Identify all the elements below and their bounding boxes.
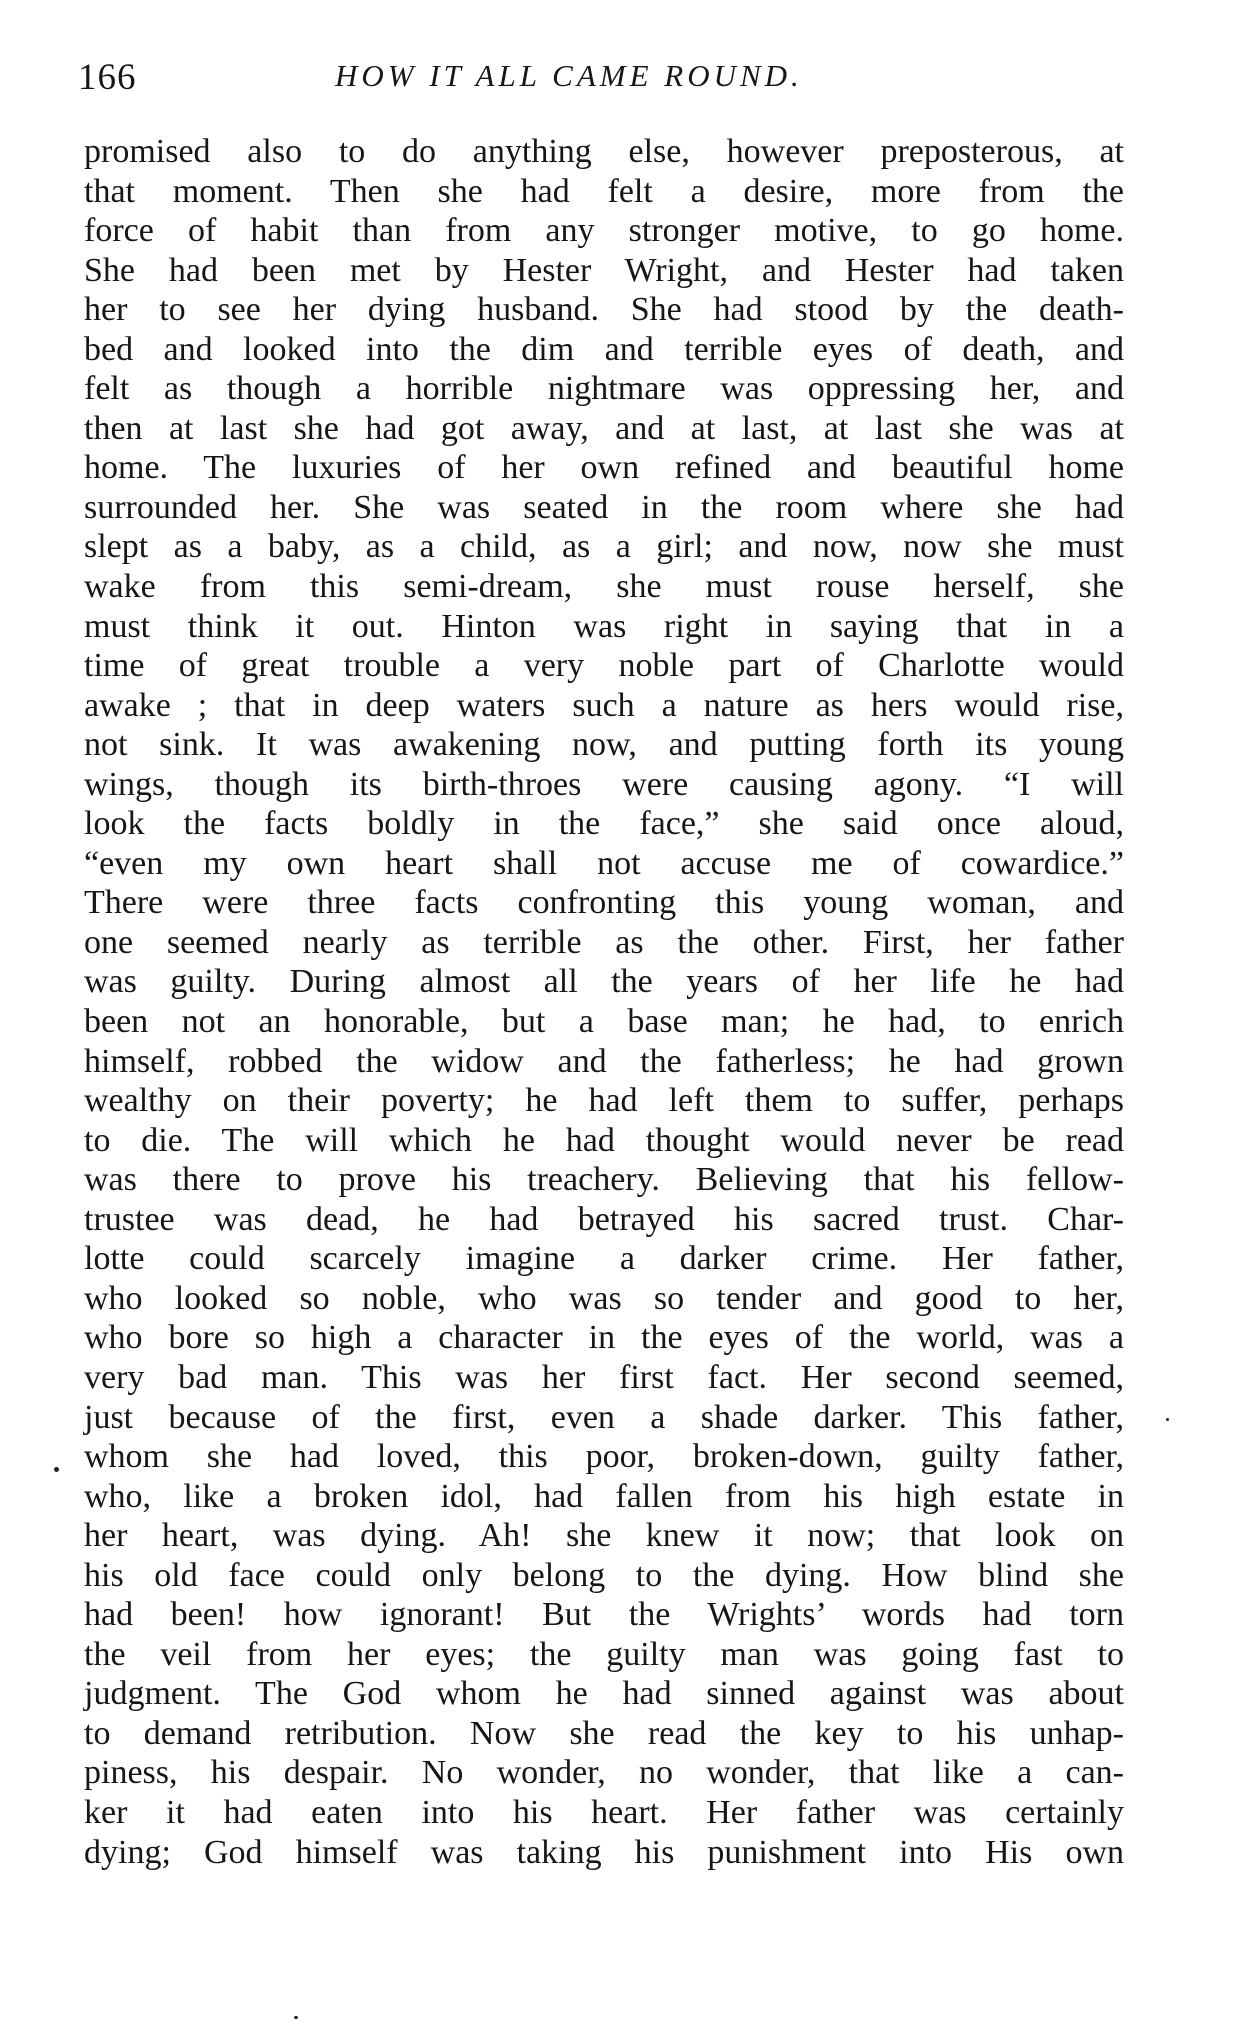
text-line: her heart, was dying. Ah! she knew it now; that look on xyxy=(84,1517,1124,1555)
text-line: himself, robbed the widow and the fatherless; he had grown xyxy=(84,1042,1124,1080)
text-line: that moment. Then she had felt a desire, more from the xyxy=(84,172,1124,210)
text-line: his old face could only belong to the dying. How blind she xyxy=(84,1556,1124,1594)
text-line: not sink. It was awakening now, and putting forth its young xyxy=(84,726,1124,764)
text-line: must think it out. Hinton was right in saying that in a xyxy=(84,607,1124,645)
text-line: very bad man. This was her first fact. Her second seemed, xyxy=(84,1358,1124,1396)
margin-speck xyxy=(54,1467,59,1472)
text-line: trustee was dead, he had betrayed his sacred trust. Char- xyxy=(84,1200,1124,1238)
text-line: been not an honorable, but a base man; he had, to enrich xyxy=(84,1003,1124,1041)
margin-speck xyxy=(294,2016,298,2019)
text-line: was guilty. During almost all the years of her life he had xyxy=(84,963,1124,1001)
text-line: to die. The will which he had thought would never be read xyxy=(84,1121,1124,1159)
margin-speck xyxy=(1166,1418,1169,1421)
text-line: who looked so noble, who was so tender and good to her, xyxy=(84,1279,1124,1317)
text-line: bed and looked into the dim and terrible eyes of death, and xyxy=(84,330,1124,368)
text-line: to demand retribution. Now she read the key to his unhap- xyxy=(84,1714,1124,1752)
text-line: who bore so high a character in the eyes of the world, was a xyxy=(84,1319,1124,1357)
text-line: force of habit than from any stronger motive, to go home. xyxy=(84,212,1124,250)
text-line: one seemed nearly as terrible as the other. First, her father xyxy=(84,923,1124,961)
text-line: surrounded her. She was seated in the room where she had xyxy=(84,488,1124,526)
text-line: her to see her dying husband. She had stood by the death- xyxy=(84,291,1124,329)
text-line: awake ; that in deep waters such a nature as hers would rise, xyxy=(84,686,1124,724)
text-line: time of great trouble a very noble part of Charlotte would xyxy=(84,647,1124,685)
text-line: judgment. The God whom he had sinned against was about xyxy=(84,1675,1124,1713)
text-line: wake from this semi-dream, she must rouse herself, she xyxy=(84,568,1124,606)
text-line: then at last she had got away, and at last, at last she was at xyxy=(84,409,1124,447)
text-line: ker it had eaten into his heart. Her father was certainly xyxy=(84,1793,1124,1831)
text-line: “even my own heart shall not accuse me of cowardice.” xyxy=(84,844,1124,882)
text-line: wings, though its birth-throes were causing agony. “I will xyxy=(84,765,1124,803)
text-line: whom she had loved, this poor, broken-down, guilty father, xyxy=(84,1438,1124,1476)
text-line: just because of the first, even a shade darker. This father, xyxy=(84,1398,1124,1436)
text-line: dying; God himself was taking his punishment into His own xyxy=(84,1833,1124,1871)
text-line: wealthy on their poverty; he had left them to suffer, perhaps xyxy=(84,1082,1124,1120)
text-line: the veil from her eyes; the guilty man was going fast to xyxy=(84,1635,1124,1673)
text-line: There were three facts confronting this young woman, and xyxy=(84,884,1124,922)
text-line: slept as a baby, as a child, as a girl; and now, now she must xyxy=(84,528,1124,566)
text-line: had been! how ignorant! But the Wrights’ words had torn xyxy=(84,1596,1124,1634)
text-line: who, like a broken idol, had fallen from his high estate in xyxy=(84,1477,1124,1515)
text-line: piness, his despair. No wonder, no wonder, that like a can- xyxy=(84,1754,1124,1792)
text-line: home. The luxuries of her own refined and beautiful home xyxy=(84,449,1124,487)
text-line: felt as though a horrible nightmare was oppressing her, and xyxy=(84,370,1124,408)
text-line: look the facts boldly in the face,” she said once aloud, xyxy=(84,805,1124,843)
text-line: lotte could scarcely imagine a darker crime. Her father, xyxy=(84,1240,1124,1278)
page-number: 166 xyxy=(78,57,137,98)
running-title: HOW IT ALL CAME ROUND. xyxy=(335,58,803,93)
body-text xyxy=(84,132,1124,1872)
text-line: was there to prove his treachery. Believing that his fellow- xyxy=(84,1161,1124,1199)
text-line: promised also to do anything else, however preposterous, at xyxy=(84,133,1124,170)
text-line: She had been met by Hester Wright, and Hester had taken xyxy=(84,251,1124,289)
